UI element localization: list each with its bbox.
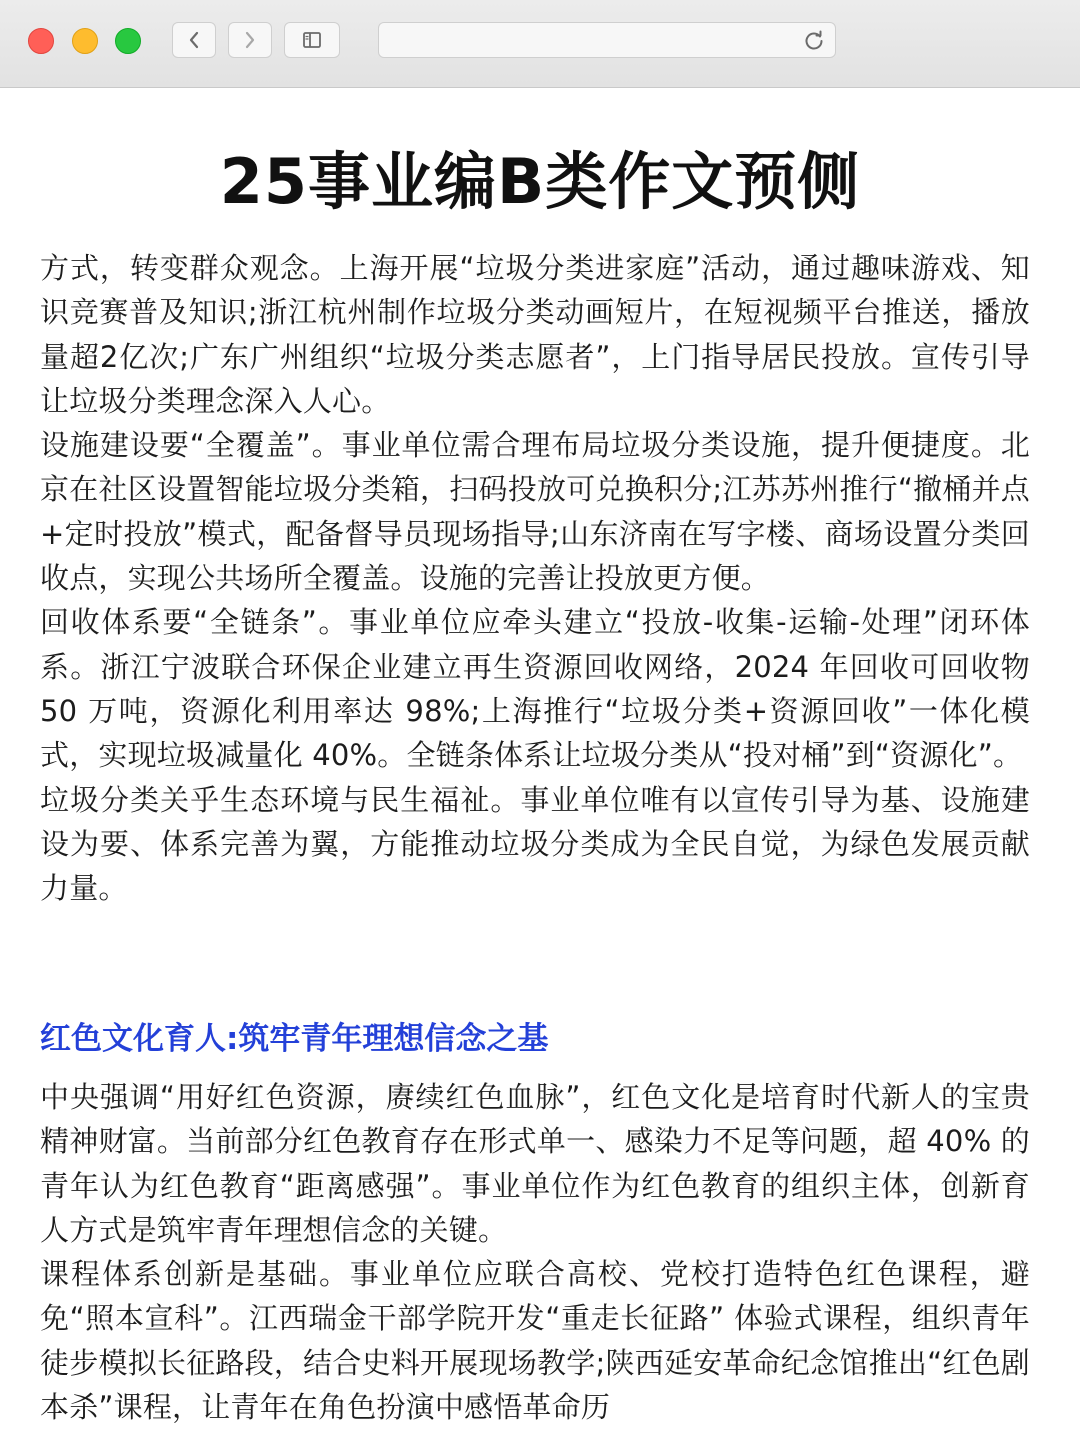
minimize-window-button[interactable]: [72, 28, 98, 54]
reload-button[interactable]: [801, 28, 827, 54]
article-body-part1: [40, 246, 1030, 910]
page-title: 25事业编B类作文预侧: [219, 145, 861, 218]
paragraph: 回收体系要“全链条”。事业单位应牵头建立“投放-收集-运输-处理”闭环体系。浙江宁波联合环保企业建立再生资源回收网络，2024 年回收可回收物 50 万吨，资源化利用率达 98%;上海推行“垃圾分类+资源回收”一体化模式，实现垃圾减量化 40%。全链条体系让垃圾分类从“投对桶”到“资源化”。: [40, 605, 1030, 773]
close-window-button[interactable]: [28, 28, 54, 54]
article-body-part2: [40, 1075, 1030, 1429]
zoom-window-button[interactable]: [115, 28, 141, 54]
chevron-right-icon: [243, 30, 257, 50]
section-heading: 红色文化育人:筑牢青年理想信念之基: [40, 1021, 549, 1057]
browser-toolbar: [0, 0, 1080, 88]
chevron-left-icon: [187, 30, 201, 50]
forward-button[interactable]: [228, 22, 272, 58]
paragraph: 方式，转变群众观念。上海开展“垃圾分类进家庭”活动，通过趣味游戏、知识竞赛普及知识;浙江杭州制作垃圾分类动画短片，在短视频平台推送，播放量超2亿次;广东广州组织“垃圾分类志愿者”，上门指导居民投放。宣传引导让垃圾分类理念深入人心。: [40, 251, 1030, 418]
paragraph: 垃圾分类关乎生态环境与民生福祉。事业单位唯有以宣传引导为基、设施建设为要、体系完善为翼，方能推动垃圾分类成为全民自觉，为绿色发展贡献力量。: [40, 782, 1030, 906]
address-bar[interactable]: [378, 22, 836, 58]
sidebar-icon: [302, 31, 322, 49]
paragraph: 课程体系创新是基础。事业单位应联合高校、党校打造特色红色课程，避免“照本宣科”。江西瑞金干部学院开发“重走长征路” 体验式课程，组织青年徒步模拟长征路段，结合史料开展现场教学;陕西延安革命纪念馆推出“红色剧本杀”课程，让青年在角色扮演中感悟革命历: [40, 1257, 1030, 1425]
paragraph: 中央强调“用好红色资源，赓续红色血脉”，红色文化是培育时代新人的宝贵精神财富。当前部分红色教育存在形式单一、感染力不足等问题，超 40% 的青年认为红色教育“距离感强”。事业单位作为红色教育的组织主体，创新育人方式是筑牢青年理想信念的关键。: [40, 1080, 1030, 1247]
sidebar-toggle-button[interactable]: [284, 22, 340, 58]
reload-icon: [803, 30, 825, 52]
paragraph: 设施建设要“全覆盖”。事业单位需合理布局垃圾分类设施，提升便捷度。北京在社区设置智能垃圾分类箱，扫码投放可兑换积分;江苏苏州推行“撤桶并点+定时投放”模式，配备督导员现场指导;山东济南在写字楼、商场设置分类回收点，实现公共场所全覆盖。设施的完善让投放更方便。: [40, 428, 1030, 596]
back-button[interactable]: [172, 22, 216, 58]
